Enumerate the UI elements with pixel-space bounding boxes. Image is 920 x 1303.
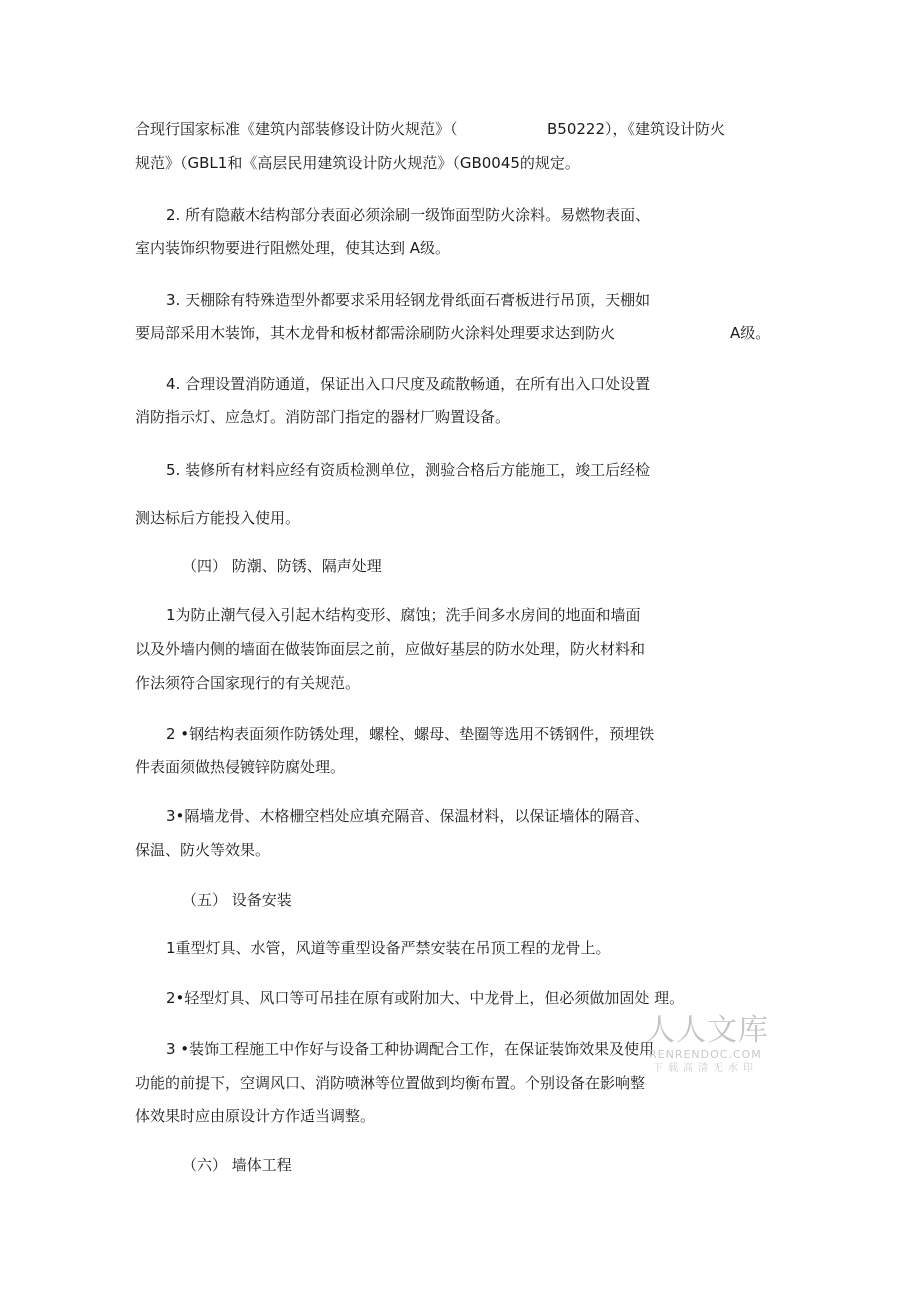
- text-line: 件表面须做热侵镀锌防腐处理。: [135, 758, 346, 776]
- watermark-url: RENRENDOC.COM: [649, 1048, 762, 1061]
- text-line: 1重型灯具、水管，风道等重型设备严禁安装在吊顶工程的龙骨上。: [166, 939, 611, 957]
- text-line: 2•轻型灯具、风口等可吊挂在原有或附加大、中龙骨上，但必须做加固处 理。: [166, 989, 685, 1007]
- text-line: 3•隔墙龙骨、木格栅空档处应填充隔音、保温材料，以保证墙体的隔音、: [166, 807, 650, 825]
- text-line: 体效果时应由原设计方作适当调整。: [135, 1107, 376, 1125]
- text-line: 消防指示灯、应急灯。消防部门指定的器材厂购置设备。: [135, 408, 511, 426]
- text-line: 4. 合理设置消防通道，保证出入口尺度及疏散畅通，在所有出入口处设置: [166, 375, 651, 393]
- text-line: 3 •装饰工程施工中作好与设备工种协调配合工作，在保证装饰效果及使用: [166, 1040, 655, 1058]
- section-heading: （六） 墙体工程: [182, 1156, 292, 1174]
- text-line: 以及外墙内侧的墙面在做装饰面层之前，应做好基层的防水处理，防火材料和: [135, 640, 646, 658]
- text-line: A级。: [730, 324, 771, 342]
- section-heading: （四） 防潮、防锈、隔声处理: [182, 557, 382, 575]
- text-line: 2 •钢结构表面须作防锈处理，螺栓、螺母、垫圈等选用不锈钢件，预埋铁: [166, 725, 655, 743]
- watermark-logo: [645, 1014, 775, 1076]
- text-line: 作法须符合国家现行的有关规范。: [135, 674, 361, 692]
- text-line: 测达标后方能投入使用。: [135, 509, 301, 527]
- text-line: 5. 装修所有材料应经有资质检测单位，测验合格后方能施工，竣工后经检: [166, 461, 651, 479]
- text-line: 3. 天棚除有特殊造型外都要求采用轻钢龙骨纸面石膏板进行吊顶，天棚如: [166, 291, 651, 309]
- text-line: 要局部采用木装饰，其木龙骨和板材都需涂刷防火涂料处理要求达到防火: [135, 324, 616, 342]
- watermark-title: 人人文库: [645, 1013, 769, 1048]
- text-line: 功能的前提下，空调风口、消防喷淋等位置做到均衡布置。个别设备在影响整: [135, 1074, 646, 1092]
- text-line: 规范》（GBL1和《高层民用建筑设计防火规范》（GB0045的规定。: [135, 154, 580, 172]
- text-line: 1为防止潮气侵入引起木结构变形、腐蚀；洗手间多水房间的地面和墙面: [166, 606, 641, 624]
- section-heading: （五） 设备安装: [182, 891, 292, 909]
- watermark-tagline: 下载高清无水印: [653, 1063, 758, 1074]
- text-line: 合现行国家标准《建筑内部装修设计防火规范》（: [135, 120, 458, 138]
- text-line: 保温、防火等效果。: [135, 841, 271, 859]
- text-line: 室内装饰织物要进行阻燃处理，使其达到 A级。: [135, 239, 451, 257]
- text-line: B50222），《建筑设计防火: [547, 120, 726, 138]
- text-line: 2. 所有隐蔽木结构部分表面必须涂刷一级饰面型防火涂料。易燃物表面、: [166, 206, 651, 224]
